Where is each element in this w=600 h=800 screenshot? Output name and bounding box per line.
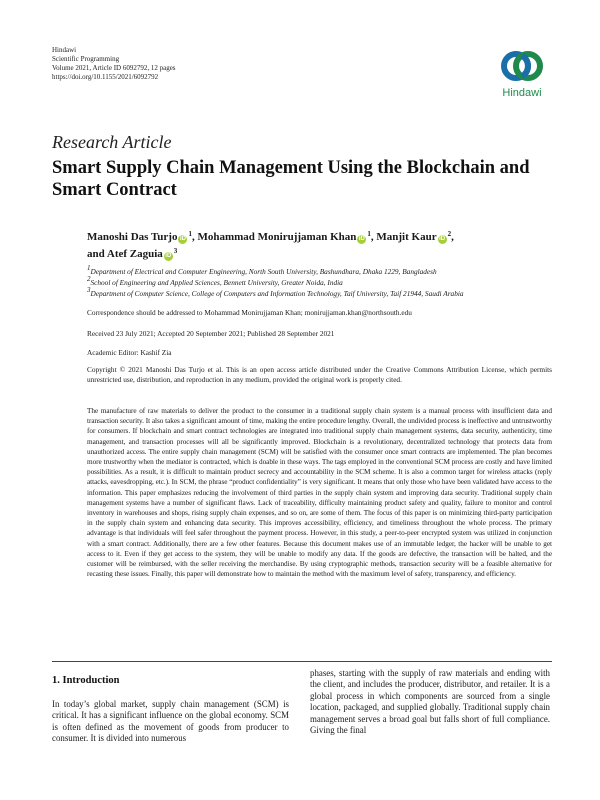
author-name[interactable]: Manoshi Das Turjo: [87, 231, 178, 243]
affiliation-text: Department of Computer Science, College of Computers and Information Technology, Taif University, Taif 21944, Saudi Arabia: [90, 289, 464, 298]
correspondence: Correspondence should be addressed to Mohammad Monirujjaman Khan; monirujjaman.khan@northsouth.edu: [87, 308, 412, 317]
publisher-name: Hindawi: [52, 46, 77, 54]
orcid-icon[interactable]: iD: [358, 236, 365, 242]
orcid-icon[interactable]: iD: [179, 236, 186, 242]
author-name[interactable]: Mohammad Monirujjaman Khan: [197, 231, 357, 243]
author-separator: ,: [191, 231, 198, 243]
affiliation-text: Department of Electrical and Computer Engineering, North South University, Bashundhara, Dhaka 1229, Bangladesh: [90, 267, 437, 276]
affiliation-mark: 1: [188, 230, 192, 238]
author-list: [87, 229, 557, 263]
intro-left-column: In today’s global market, supply chain management (SCM) is critical. It has a significant influence on the global economy. SCM is often defined as the movement of goods from producer to consumer. It is divided into numerous: [52, 699, 289, 744]
hindawi-logo: [496, 46, 548, 106]
orcid-icon[interactable]: iD: [165, 253, 172, 259]
author-name[interactable]: and Atef Zaguia: [87, 248, 163, 260]
affiliation-number: 3: [87, 286, 91, 294]
publication-info: [52, 46, 176, 82]
article-title: Smart Supply Chain Management Using the Blockchain and Smart Contract: [52, 158, 530, 200]
affiliation-item: [87, 277, 557, 288]
article-type: Research Article: [52, 132, 172, 152]
dates: Received 23 July 2021; Accepted 20 September 2021; Published 28 September 2021: [87, 329, 335, 338]
journal-name: Scientific Programming: [52, 55, 120, 63]
affiliations: [87, 266, 557, 299]
section-divider: [52, 661, 552, 662]
section-heading: 1. Introduction: [52, 675, 120, 686]
author-name[interactable]: Manjit Kaur: [376, 231, 437, 243]
affiliation-item: [87, 288, 557, 299]
author-separator: ,: [451, 231, 454, 243]
affiliation-number: 2: [87, 275, 91, 283]
copyright-notice: Copyright © 2021 Manoshi Das Turjo et al. This is an open access article distributed under the Creative Commons Attribution License, which permits unrestricted use, distribution, and reproduction in any medium, provided the original work is properly cited.: [87, 365, 552, 385]
affiliation-number: 1: [87, 264, 91, 272]
orcid-icon[interactable]: iD: [439, 236, 446, 242]
volume-info: Volume 2021, Article ID 6092792, 12 pages: [52, 64, 176, 72]
hindawi-rings-icon: [499, 46, 545, 86]
abstract: The manufacture of raw materials to deliver the product to the consumer in a traditional supply chain system is a manual process with insufficient data and transaction security. It also takes a significant amount of time, making the entire procedure lengthy. Overall, the undivided process is ineffective and untrustworthy for consumers. If blockchain and smart contract technologies are integrated into traditional supply chain management systems, data security, authenticity, time management, and transaction processes will all be significantly improved. Blockchain is a revolutionary, decentralized technology that protects data from unauthorized access. The entire supply chain management (SCM) will be satisfied with the consumer once smart contracts are implemented. The plan becomes more trustworthy when the mediator is contracted, which is doable in these ways. The tags employed in the conventional SCM process are costly and have limited possibilities. As a result, it is difficult to maintain product secrecy and accountability in the SCM scheme. It is also a common target for wireless attacks (reply attacks, eavesdropping, etc.). In SCM, the phrase “product confidentiality” is very significant. It means that only those who have been validated have access to the information. This paper emphasizes reducing the involvement of third parties in the supply chain system and improving data security. Traditional supply chain management systems have a number of significant flaws. Lack of traceability, difficulty maintaining product safety and quality, failure to monitor and control inventory in warehouses and shops, rising supply chain expenses, and so on, are some of them. The focus of this paper is on minimizing third-party participation in the supply chain system and enhancing data security. This improves accessibility, efficiency, and timeliness throughout the whole process. The primary advantage is that individuals will feel safer throughout the payment process. However, in this study, a peer-to-peer encrypted system was utilized in conjunction with a smart contract. Additionally, there are a few other features. Because this document makes use of an immutable ledger, the hacker will be unable to get access to it. Even if they get access to the system, they will be unable to modify any data. If the goods are defective, the transaction will be halted, and the customer will be reimbursed, with the seller receiving the merchandise. By using cryptographic methods, transaction security will be a feasible alternative for recasting these issues. Finally, this paper will demonstrate how to maintain the method with the maximum level of safety, transparency, and efficiency.: [87, 407, 552, 579]
intro-right-column: phases, starting with the supply of raw materials and ending with the client, and includes the producer, distributor, and retailer. It is a global process in which components are sourced from a single location, packaged, and supplied globally. Traditional supply chain management serves a broad goal but falls short of full compliance. Giving the final: [310, 668, 550, 736]
academic-editor: Academic Editor: Kashif Zia: [87, 348, 172, 357]
affiliation-text: School of Engineering and Applied Sciences, Bennett University, Greater Noida, India: [90, 278, 343, 287]
author-separator: ,: [370, 231, 377, 243]
affiliation-mark: 3: [173, 247, 178, 255]
logo-wordmark: Hindawi: [502, 87, 542, 99]
doi-link[interactable]: https://doi.org/10.1155/2021/6092792: [52, 73, 159, 81]
affiliation-mark: 1: [367, 230, 371, 238]
affiliation-mark: 2: [447, 230, 452, 238]
affiliation-item: [87, 266, 557, 277]
